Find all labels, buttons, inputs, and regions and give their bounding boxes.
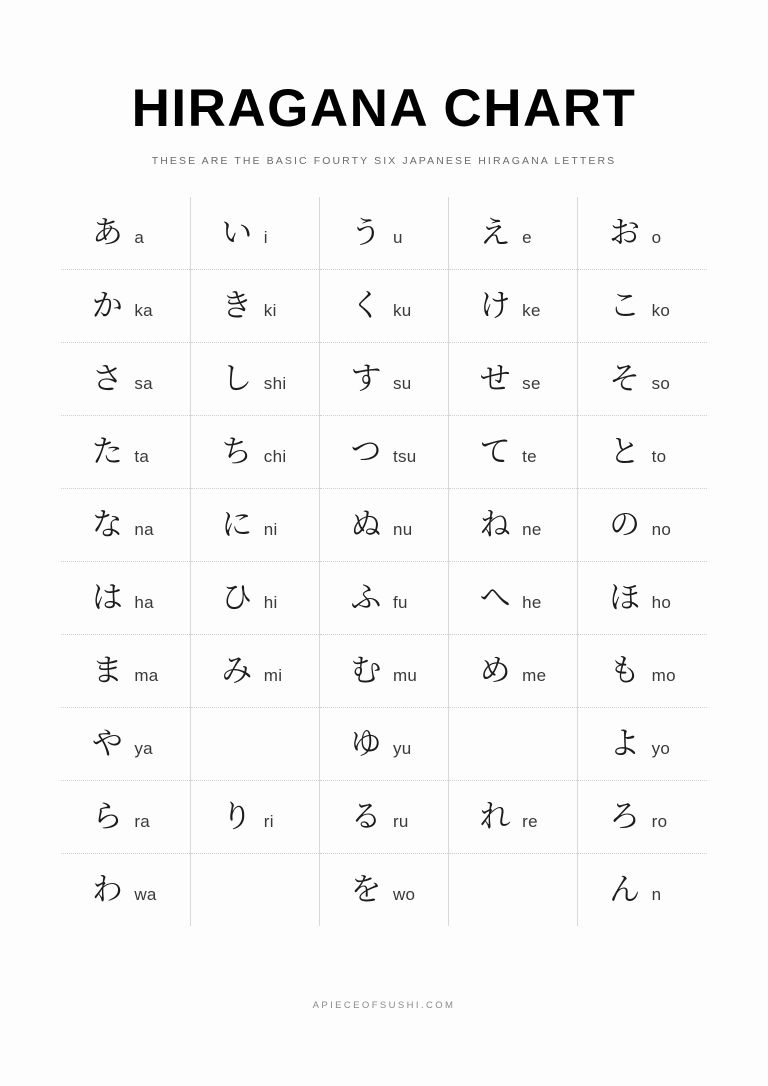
romaji-label: i — [263, 227, 268, 247]
kana-glyph: め — [479, 652, 511, 689]
kana-cell[interactable] — [449, 343, 578, 416]
page-subtitle: THESE ARE THE BASIC FOURTY SIX JAPANESE HIRAGANA LETTERS — [151, 155, 617, 167]
page-title: HIRAGANA CHART — [131, 79, 637, 138]
kana-glyph: れ — [479, 798, 511, 835]
kana-cell[interactable] — [449, 489, 578, 562]
kana-glyph: ま — [91, 652, 123, 689]
kana-glyph: て — [479, 433, 511, 470]
kana-glyph: む — [350, 652, 382, 689]
kana-glyph: ふ — [350, 579, 382, 616]
romaji-label: o — [651, 227, 662, 247]
romaji-label: he — [522, 592, 542, 612]
romaji-label: tsu — [392, 446, 417, 466]
kana-glyph: る — [350, 798, 382, 835]
table-row — [61, 562, 707, 635]
romaji-label: so — [651, 373, 671, 393]
romaji-label: ki — [263, 300, 277, 320]
kana-glyph: わ — [91, 871, 123, 908]
kana-cell[interactable] — [61, 562, 190, 635]
romaji-label: ko — [651, 300, 671, 320]
kana-glyph: ひ — [221, 579, 253, 616]
kana-cell[interactable] — [190, 197, 319, 270]
kana-cell[interactable] — [61, 343, 190, 416]
kana-glyph: ら — [91, 798, 123, 835]
romaji-label: na — [134, 519, 154, 539]
kana-cell[interactable] — [319, 781, 448, 854]
kana-cell[interactable] — [61, 635, 190, 708]
kana-cell[interactable] — [578, 708, 707, 781]
kana-glyph: す — [350, 360, 382, 397]
kana-cell[interactable] — [319, 635, 448, 708]
kana-glyph: ほ — [609, 579, 641, 616]
romaji-label: mi — [263, 665, 283, 685]
kana-cell-empty — [190, 708, 319, 781]
kana-glyph: ゆ — [350, 725, 382, 762]
kana-cell[interactable] — [190, 416, 319, 489]
romaji-label: ra — [134, 811, 151, 831]
kana-glyph: も — [609, 652, 641, 689]
romaji-label: shi — [263, 373, 287, 393]
kana-glyph: の — [609, 506, 641, 543]
kana-cell-empty — [449, 854, 578, 927]
kana-glyph: く — [350, 287, 382, 324]
kana-cell[interactable] — [190, 343, 319, 416]
romaji-label: n — [651, 884, 662, 904]
romaji-label: ya — [134, 738, 153, 758]
table-row — [61, 854, 707, 927]
romaji-label: ma — [134, 665, 159, 685]
kana-glyph: そ — [609, 360, 641, 397]
kana-glyph: け — [479, 287, 511, 324]
romaji-label: me — [522, 665, 547, 685]
kana-cell[interactable] — [578, 270, 707, 343]
hiragana-table — [61, 197, 707, 926]
kana-glyph: う — [350, 214, 382, 251]
romaji-label: ni — [263, 519, 278, 539]
kana-glyph: き — [221, 287, 253, 324]
kana-glyph: を — [350, 871, 382, 908]
kana-cell[interactable] — [190, 270, 319, 343]
kana-glyph: こ — [609, 287, 641, 324]
kana-cell[interactable] — [61, 708, 190, 781]
kana-cell[interactable] — [578, 197, 707, 270]
romaji-label: ho — [651, 592, 672, 612]
table-row — [61, 708, 707, 781]
romaji-label: nu — [392, 519, 413, 539]
kana-glyph: み — [221, 652, 253, 689]
kana-cell-empty — [449, 708, 578, 781]
romaji-label: ka — [134, 300, 153, 320]
kana-glyph: に — [221, 506, 253, 543]
kana-cell[interactable] — [449, 562, 578, 635]
footer-credit: APIECEOFSUSHI.COM — [312, 1000, 456, 1011]
romaji-label: mo — [651, 665, 676, 685]
kana-cell[interactable] — [449, 416, 578, 489]
romaji-label: ru — [392, 811, 409, 831]
kana-glyph: よ — [609, 725, 641, 762]
kana-cell[interactable] — [578, 343, 707, 416]
kana-cell[interactable] — [578, 781, 707, 854]
kana-glyph: ね — [479, 506, 511, 543]
kana-cell[interactable] — [190, 489, 319, 562]
romaji-label: e — [522, 227, 532, 247]
kana-glyph: い — [221, 214, 253, 251]
romaji-label: te — [522, 446, 537, 466]
kana-cell[interactable] — [319, 854, 448, 927]
romaji-label: to — [651, 446, 667, 466]
romaji-label: ri — [263, 811, 274, 831]
kana-cell[interactable] — [190, 562, 319, 635]
hiragana-table-body — [61, 197, 707, 926]
romaji-label: ne — [522, 519, 542, 539]
kana-glyph: や — [91, 725, 123, 762]
table-row — [61, 489, 707, 562]
romaji-label: u — [392, 227, 403, 247]
kana-cell[interactable] — [319, 708, 448, 781]
kana-glyph: つ — [350, 433, 382, 470]
romaji-label: re — [522, 811, 538, 831]
kana-glyph: と — [609, 433, 641, 470]
kana-cell[interactable] — [449, 270, 578, 343]
romaji-label: sa — [134, 373, 153, 393]
kana-glyph: あ — [91, 214, 123, 251]
kana-cell[interactable] — [319, 489, 448, 562]
table-row — [61, 781, 707, 854]
table-row — [61, 270, 707, 343]
kana-glyph: ち — [221, 433, 253, 470]
kana-cell[interactable] — [319, 343, 448, 416]
kana-cell[interactable] — [61, 270, 190, 343]
romaji-label: mu — [392, 665, 418, 685]
kana-glyph: ろ — [609, 798, 641, 835]
romaji-label: hi — [263, 592, 278, 612]
kana-glyph: お — [609, 214, 641, 251]
kana-cell[interactable] — [61, 781, 190, 854]
kana-cell[interactable] — [61, 854, 190, 927]
kana-glyph: か — [91, 287, 123, 324]
kana-glyph: へ — [479, 579, 511, 616]
romaji-label: se — [522, 373, 541, 393]
kana-cell[interactable] — [578, 562, 707, 635]
romaji-label: ro — [651, 811, 668, 831]
romaji-label: ku — [392, 300, 412, 320]
romaji-label: wo — [392, 884, 416, 904]
kana-glyph: り — [221, 798, 253, 835]
table-row — [61, 635, 707, 708]
kana-glyph: え — [479, 214, 511, 251]
kana-cell[interactable] — [578, 489, 707, 562]
romaji-label: wa — [134, 884, 157, 904]
romaji-label: fu — [392, 592, 408, 612]
kana-glyph: ぬ — [350, 506, 382, 543]
kana-cell[interactable] — [61, 489, 190, 562]
kana-cell[interactable] — [190, 781, 319, 854]
romaji-label: chi — [263, 446, 287, 466]
kana-cell[interactable] — [190, 635, 319, 708]
kana-glyph: せ — [479, 360, 511, 397]
kana-cell[interactable] — [61, 197, 190, 270]
kana-cell[interactable] — [319, 197, 448, 270]
kana-cell[interactable] — [319, 562, 448, 635]
romaji-label: su — [392, 373, 412, 393]
kana-glyph: た — [91, 433, 123, 470]
kana-glyph: ん — [609, 871, 641, 908]
kana-cell[interactable] — [578, 635, 707, 708]
kana-cell-empty — [190, 854, 319, 927]
table-row — [61, 416, 707, 489]
kana-cell[interactable] — [319, 270, 448, 343]
kana-glyph: は — [91, 579, 123, 616]
kana-glyph: さ — [91, 360, 123, 397]
kana-cell[interactable] — [578, 416, 707, 489]
kana-cell[interactable] — [578, 854, 707, 927]
romaji-label: ke — [522, 300, 541, 320]
kana-cell[interactable] — [61, 416, 190, 489]
romaji-label: ta — [134, 446, 150, 466]
romaji-label: yo — [651, 738, 671, 758]
kana-cell[interactable] — [449, 781, 578, 854]
kana-cell[interactable] — [319, 416, 448, 489]
romaji-label: a — [134, 227, 145, 247]
romaji-label: yu — [392, 738, 412, 758]
romaji-label: ha — [134, 592, 154, 612]
kana-glyph: な — [91, 506, 123, 543]
table-row — [61, 197, 707, 270]
kana-cell[interactable] — [449, 197, 578, 270]
table-row — [61, 343, 707, 416]
kana-cell[interactable] — [449, 635, 578, 708]
romaji-label: no — [651, 519, 672, 539]
kana-glyph: し — [221, 360, 253, 397]
